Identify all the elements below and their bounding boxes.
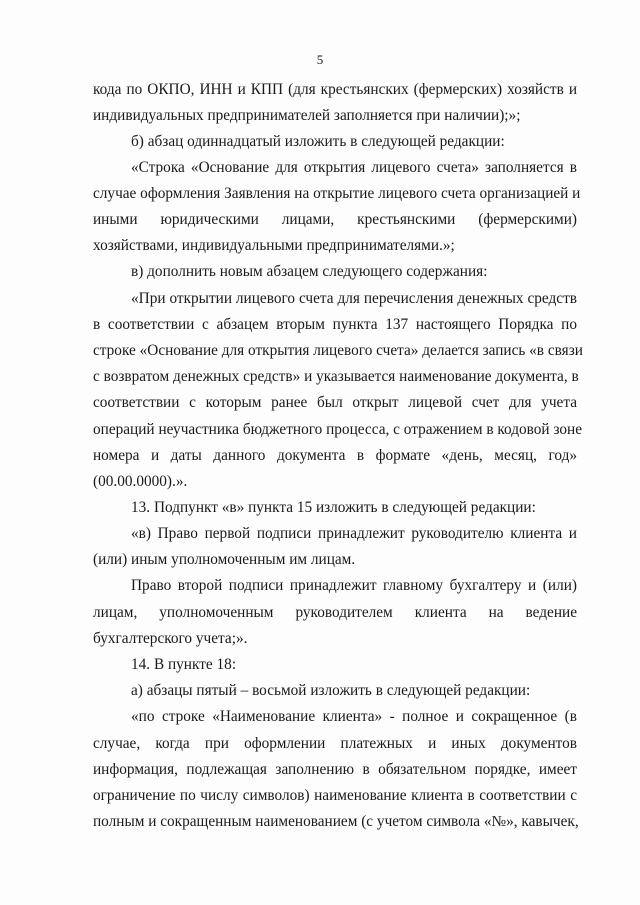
text-line: а) абзацы пятый – восьмой изложить в следующей редакции: xyxy=(131,682,531,699)
text-line: хозяйствами, индивидуальными предпринимателями.»; xyxy=(93,237,455,254)
text-line: лицам, уполномоченным руководителем клиента на ведение xyxy=(93,604,577,621)
text-line: Право второй подписи принадлежит главному бухгалтеру и (или) xyxy=(131,577,577,594)
text-line: индивидуальных предпринимателей заполняется при наличии);»; xyxy=(93,107,521,124)
text-line: бухгалтерского учета;». xyxy=(93,630,248,647)
text-line: случае оформления Заявления на открытие лицевого счета организацией и xyxy=(93,185,581,202)
text-line: номера и даты данного документа в формате «день, месяц, год» xyxy=(93,447,577,464)
text-line: операций неучастника бюджетного процесса, с отражением в кодовой зоне xyxy=(93,421,583,438)
text-line: с возвратом денежных средств» и указывается наименование документа, в xyxy=(93,368,579,385)
text-line: полным и сокращенным наименованием (с учетом символа «№», кавычек, xyxy=(93,813,579,830)
text-line: «по строке «Наименование клиента» - полное и сокращенное (в xyxy=(131,708,577,725)
text-line: «При открытии лицевого счета для перечисления денежных средств xyxy=(131,290,577,307)
text-line: (00.00.0000).». xyxy=(93,473,188,490)
text-line: соответствии с которым ранее был открыт лицевой счет для учета xyxy=(93,394,577,411)
text-line: строке «Основание для открытия лицевого счета» делается запись «в связи xyxy=(93,342,583,359)
text-line: кода по ОКПО, ИНН и КПП (для крестьянских (фермерских) хозяйств и xyxy=(93,81,577,98)
text-line: в) дополнить новым абзацем следующего содержания: xyxy=(131,263,488,280)
text-line: «Строка «Основание для открытия лицевого счета» заполняется в xyxy=(131,159,577,176)
text-line: в соответствии с абзацем вторым пункта 137 настоящего Порядка по xyxy=(93,316,577,333)
text-line: иными юридическими лицами, крестьянскими (фермерскими) xyxy=(93,211,577,228)
text-line: ограничение по числу символов) наименование клиента в соответствии с xyxy=(93,787,577,804)
text-line: информация, подлежащая заполнению в обязательном порядке, имеет xyxy=(93,761,577,778)
text-line: (или) иным уполномоченным им лицам. xyxy=(93,551,356,568)
text-line: «в) Право первой подписи принадлежит руководителю клиента и xyxy=(131,525,577,542)
text-line: случае, когда при оформлении платежных и иных документов xyxy=(93,735,577,752)
text-line: 13. Подпункт «в» пункта 15 изложить в следующей редакции: xyxy=(131,499,536,516)
text-line: 14. В пункте 18: xyxy=(131,656,237,673)
text-line: б) абзац одиннадцатый изложить в следующей редакции: xyxy=(131,133,505,150)
page-number: 5 xyxy=(316,52,324,67)
